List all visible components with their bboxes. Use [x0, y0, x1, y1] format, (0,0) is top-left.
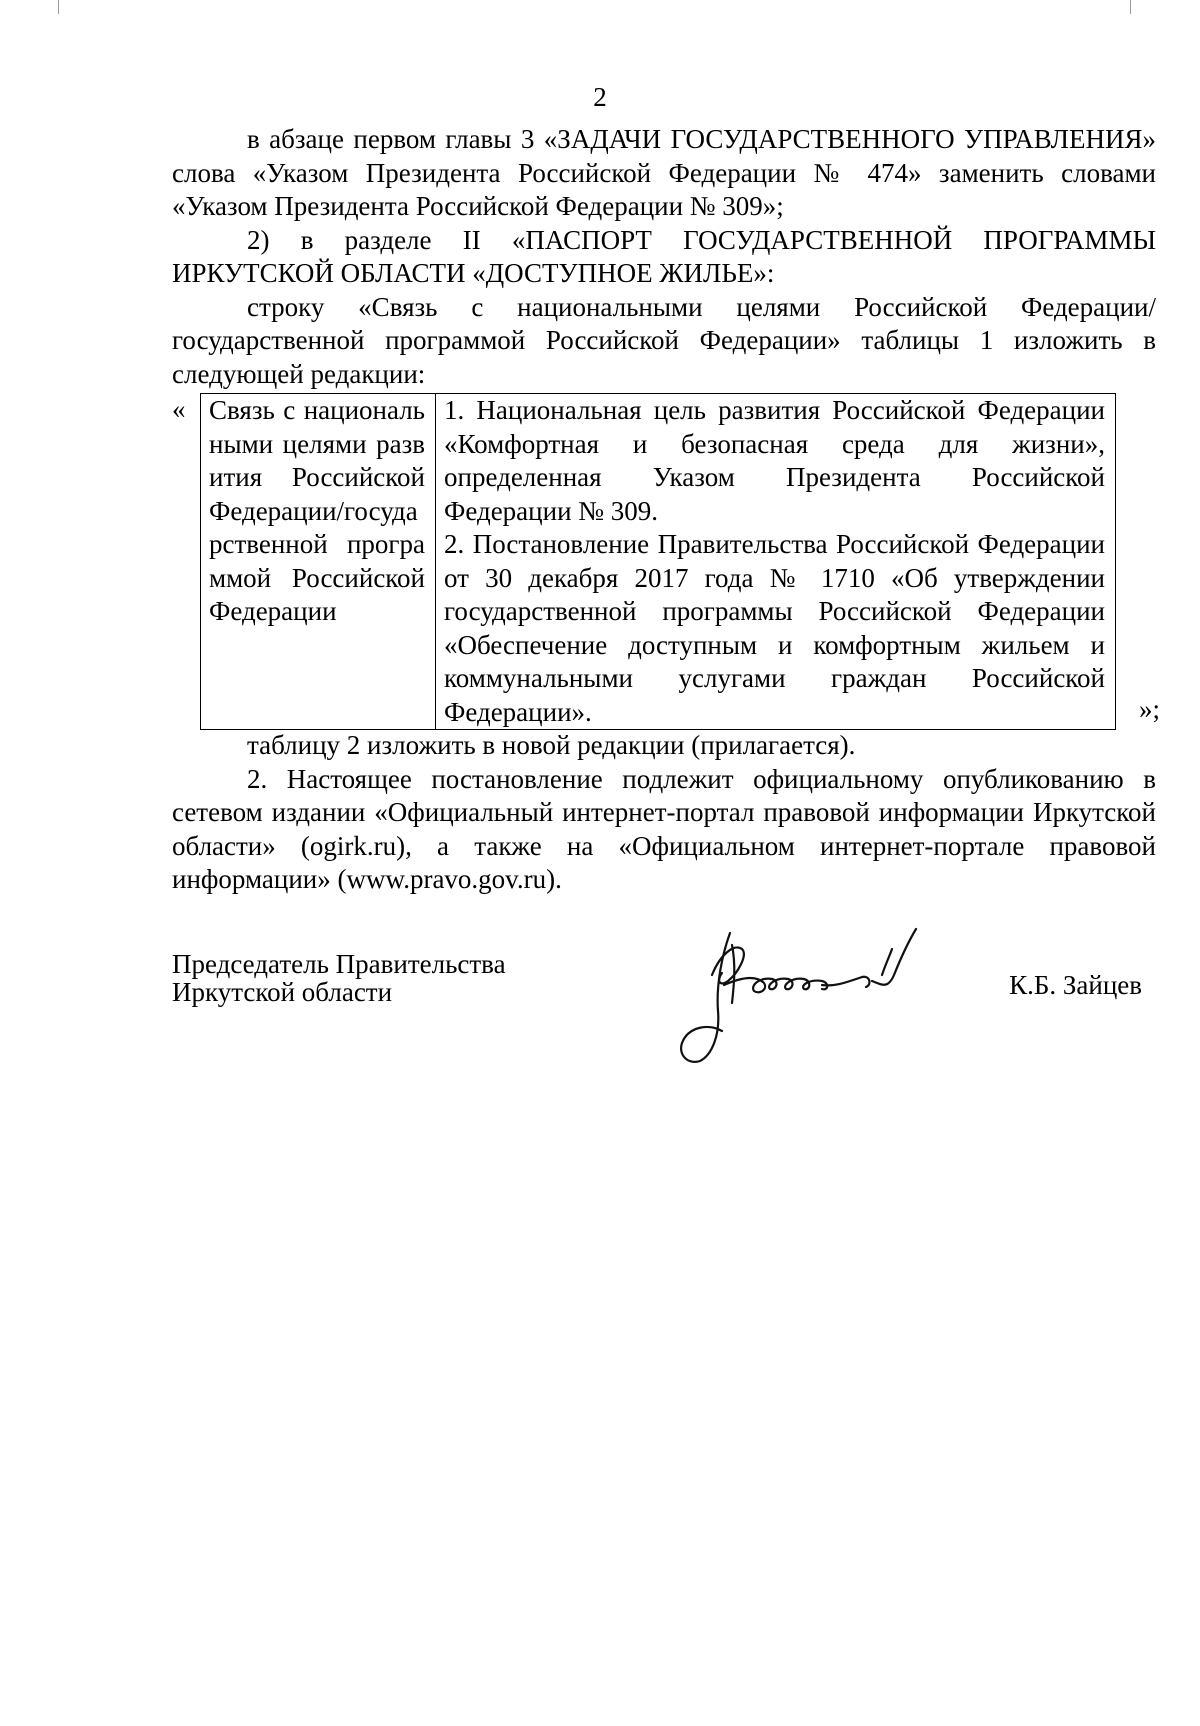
paragraph-section-2-heading: 2) в разделе II «ПАСПОРТ ГОСУДАРСТВЕННОЙ ПРОГРАММЫ ИРКУТСКОЙ ОБЛАСТИ «ДОСТУПНОЕ ЖИЛЬЕ»:: [172, 224, 1156, 288]
paragraphs-after-table: [172, 729, 1156, 897]
signer-name: К.Б. Зайцев: [1009, 970, 1142, 1000]
list-item: 2. Постановление Правительства Российской Федерации от 30 декабря 2017 года № 1710 «Об утверждении государственной программы Российской Федерации «Обеспечение доступным и комфортным жильем и коммунальными услугами граждан Российской Федерации».: [444, 529, 1105, 727]
paragraph-row-replacement: строку «Связь с национальными целями Российской Федерации/государственной программой Российской Федерации» таблицы 1 изложить в следующей редакции:: [172, 291, 1156, 389]
handwritten-signature-image: [672, 915, 942, 1075]
table-row: [201, 394, 1116, 730]
row-title-text: Связь с национальными целями развития Российской Федерации/государственной программой Российской Федерации: [209, 395, 425, 626]
amended-table: [200, 393, 1116, 730]
paragraph-publication-clause: 2. Настоящее постановление подлежит официальному опубликованию в сетевом издании «Официальный интернет-портал правовой информации Иркутской области» (ogirk.ru), а также на «Официальном интернет-портале правовой информации» (www.pravo.gov.ru).: [172, 763, 1156, 894]
opening-quote-mark: «: [172, 394, 186, 424]
signer-position-line: Председатель Правительства: [172, 949, 506, 979]
signer-position: [172, 950, 506, 1006]
scan-mark: [58, 0, 59, 14]
signer-position-line: Иркутской области: [172, 977, 393, 1007]
signature-block: [172, 950, 1156, 1090]
table-cell-row-content: [436, 394, 1116, 730]
amended-table-block: [172, 393, 1160, 729]
paragraph-chapter-3-amendment: в абзаце первом главы 3 «ЗАДАЧИ ГОСУДАРСТВЕННОГО УПРАВЛЕНИЯ» слова «Указом Президента Российской Федерации № 474» заменить словами «Указом Президента Российской Федерации № 309»;: [172, 124, 1156, 221]
closing-quote-mark: »;: [1138, 694, 1160, 724]
page-number: 2: [593, 82, 607, 112]
scan-mark: [1130, 0, 1131, 14]
table-cell-row-title: [201, 394, 436, 730]
paragraph-table-2-replacement: таблицу 2 изложить в новой редакции (прилагается).: [247, 730, 856, 760]
document-body: [172, 123, 1160, 897]
list-item: 1. Национальная цель развития Российской Федерации «Комфортная и безопасная среда для жизни», определенная Указом Президента Российской Федерации № 309.: [444, 395, 1105, 526]
